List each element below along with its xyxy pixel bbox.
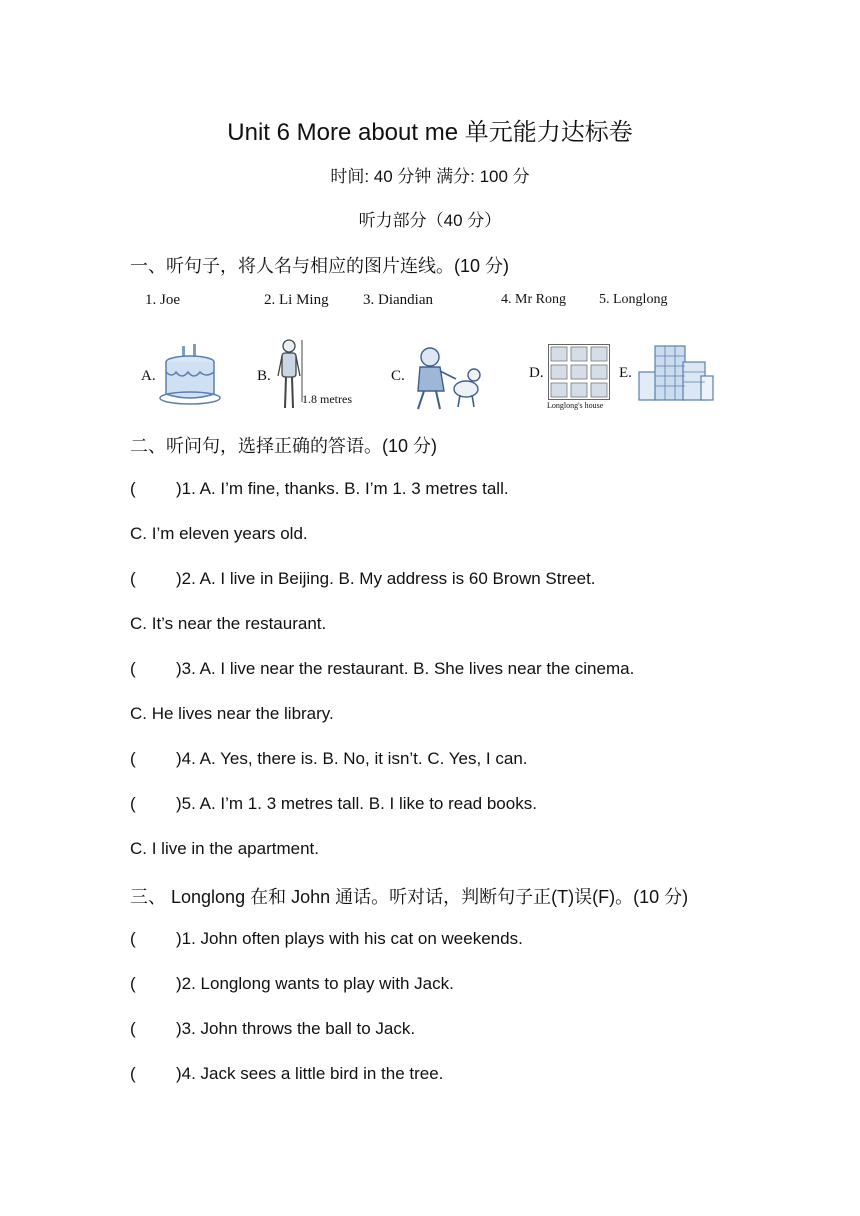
apartment-building-icon (637, 342, 715, 402)
judgement-line (130, 929, 523, 949)
tall-man-icon (276, 338, 302, 410)
answer-bracket[interactable]: ( (130, 1019, 136, 1038)
judgement-text: )2. Longlong wants to play with Jack. (176, 974, 454, 993)
birthday-cake-icon (158, 342, 222, 408)
name-item: 1. Joe (145, 292, 180, 308)
question-line (130, 569, 596, 589)
answer-bracket[interactable]: ( (130, 569, 136, 588)
question-text: C. It’s near the restaurant. (130, 614, 327, 633)
question-line (130, 479, 509, 499)
picture-caption: 1.8 metres (302, 392, 352, 406)
picture-label: E. (619, 365, 632, 381)
name-item: 3. Diandian (363, 292, 433, 308)
section3-heading: 三、 Longlong 在和 John 通话。听对话，判断句子正(T)误(F)。(10 分) (130, 887, 689, 907)
page-title: Unit 6 More about me 单元能力达标卷 (227, 119, 633, 146)
map-grid-icon (548, 344, 610, 400)
section1-heading: 一、听句子，将人名与相应的图片连线。(10 分) (130, 256, 510, 276)
question-line (130, 794, 537, 814)
question-text: C. He lives near the library. (130, 704, 334, 723)
question-line (130, 524, 308, 544)
answer-bracket[interactable]: ( (130, 479, 136, 498)
name-item: 5. Longlong (599, 292, 668, 307)
judgement-line (130, 1064, 443, 1084)
question-text: )4. A. Yes, there is. B. No, it isn’t. C. Yes, I can. (176, 749, 528, 768)
question-text: )3. A. I live near the restaurant. B. She lives near the cinema. (176, 659, 635, 678)
answer-bracket[interactable]: ( (130, 749, 136, 768)
question-text: )1. A. I’m fine, thanks. B. I’m 1. 3 metres tall. (176, 479, 509, 498)
picture-label: B. (257, 368, 271, 384)
answer-bracket[interactable]: ( (130, 794, 136, 813)
judgement-line (130, 974, 454, 994)
question-line (130, 704, 334, 724)
answer-bracket[interactable]: ( (130, 974, 136, 993)
question-text: C. I’m eleven years old. (130, 524, 308, 543)
boy-with-dog-icon (410, 345, 486, 411)
question-line (130, 614, 326, 634)
question-line (130, 749, 528, 769)
time-info: 时间: 40 分钟 满分: 100 分 (330, 167, 530, 186)
question-line (130, 659, 634, 679)
judgement-text: )3. John throws the ball to Jack. (176, 1019, 416, 1038)
judgement-text: )1. John often plays with his cat on weekends. (176, 929, 523, 948)
question-line (130, 839, 319, 859)
picture-label: A. (141, 368, 156, 384)
picture-label: C. (391, 368, 405, 384)
name-item: 2. Li Ming (264, 292, 329, 308)
answer-bracket[interactable]: ( (130, 929, 136, 948)
name-item: 4. Mr Rong (501, 292, 566, 307)
section2-heading: 二、听问句，选择正确的答语。(10 分) (130, 436, 438, 456)
judgement-text: )4. Jack sees a little bird in the tree. (176, 1064, 444, 1083)
answer-bracket[interactable]: ( (130, 1064, 136, 1083)
question-text: C. I live in the apartment. (130, 839, 319, 858)
picture-label: D. (529, 365, 544, 381)
part-heading: 听力部分（40 分） (358, 211, 502, 230)
picture-caption: Longlong's house (547, 401, 604, 410)
judgement-line (130, 1019, 415, 1039)
answer-bracket[interactable]: ( (130, 659, 136, 678)
question-text: )2. A. I live in Beijing. B. My address is 60 Brown Street. (176, 569, 596, 588)
question-text: )5. A. I’m 1. 3 metres tall. B. I like to read books. (176, 794, 537, 813)
